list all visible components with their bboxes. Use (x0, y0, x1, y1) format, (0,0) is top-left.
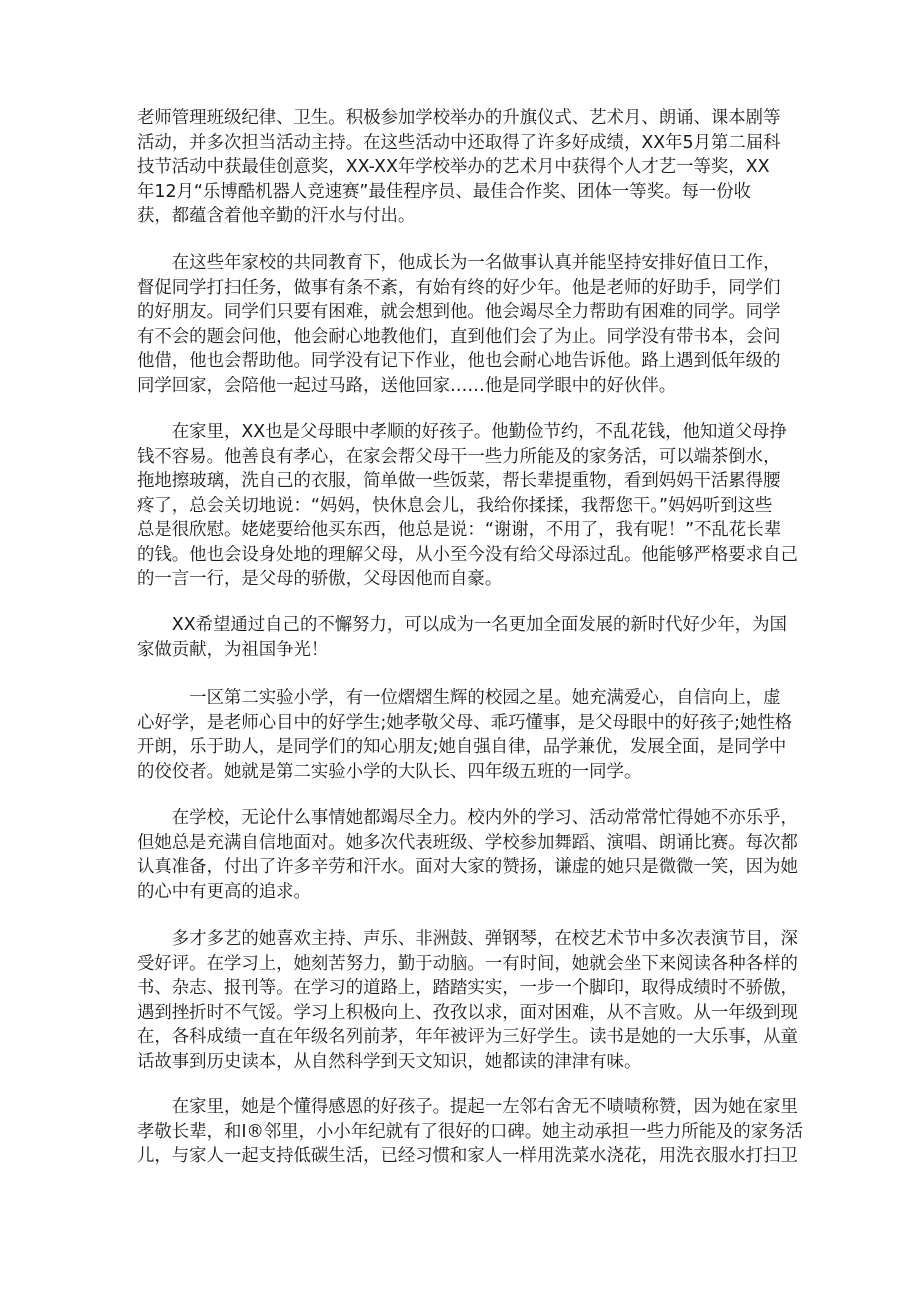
text-line: 他借，他也会帮助他。同学没有记下作业，他也会耐心地告诉他。路上遇到低年级的 (137, 351, 781, 371)
text-line: 的钱。他也会设身处地的理解父母，从小至今没有给父母添过乱。他能够严格要求自己 (137, 544, 798, 565)
text-line: 儿，与家人一起支持低碳生活，已经习惯和家人一样用洗菜水浇花，用洗衣服水打扫卫 (137, 1146, 798, 1166)
text-line: 遇到挫折时不气馁。学习上积极向上、孜孜以求，面对困难，从不言败。从一年级到现 (137, 1002, 798, 1023)
text-line: 同学回家，会陪他一起过马路，送他回家……他是同学眼中的好伙伴。 (137, 375, 677, 396)
text-line: 的心中有更高的追求。 (137, 881, 311, 902)
text-line: 技节活动中获最佳创意奖，XX-XX年学校举办的艺术月中获得个人才艺一等奖，XX (137, 157, 770, 177)
text-line: 有不会的题会问他，他会耐心地教他们，直到他们会了为止。同学没有带书本，会问 (137, 326, 781, 347)
paragraph-aspiration (137, 613, 787, 662)
text-line: 在家里，XX也是父母眼中孝顺的好孩子。他勤俭节约，不乱花钱，他知道父母挣 (137, 422, 787, 442)
text-line: 受好评。在学习上，她刻苦努力，勤于动脑。一有时间，她就会坐下来阅读各种各样的 (137, 953, 798, 974)
text-line: 疼了，总会关切地说：“妈妈，快休息会儿，我给你揉揉，我帮您干。”妈妈听到这些 (137, 495, 773, 516)
text-line: 在这些年家校的共同教育下，他成长为一名做事认真并能坚持安排好值日工作， (137, 253, 781, 273)
text-line: 家做贡献，为祖国争光！ (137, 639, 329, 660)
paragraph-at-home (137, 1095, 803, 1169)
text-line: 心好学，是老师心目中的好学生;她孝敬父母、乖巧懂事，是父母眼中的好孩子;她性格 (137, 712, 793, 733)
text-line: 一区第二实验小学，有一位熠熠生辉的校园之星。她充满爱心，自信向上，虚 (137, 688, 781, 708)
text-line: 督促同学打扫任务，做事有条不紊，有始有终的好少年。他是老师的好助手，同学们 (137, 277, 781, 298)
text-line: 年12月“乐博酷机器人竞速赛”最佳程序员、最佳合作奖、团体一等奖。每一份收 (137, 181, 752, 202)
text-line: 认真准备，付出了许多辛劳和汗水。面对大家的赞扬，谦虚的她只是微微一笑，因为她 (137, 857, 798, 877)
text-line: 活动，并多次担当活动主持。在这些活动中还取得了许多好成绩，XX年5月第二届科 (137, 132, 781, 153)
text-line: 钱不容易。他善良有孝心，在家会帮父母干一些力所能及的家务活，可以端茶倒水， (137, 446, 781, 467)
text-line: 话故事到历史读本，从自然科学到天文知识，她都读的津津有味。 (137, 1051, 642, 1072)
text-line: XX希望通过自己的不懈努力，可以成为一名更加全面发展的新时代好少年，为国 (137, 615, 787, 635)
paragraph-school-activities (137, 106, 781, 229)
text-line: 开朗，乐于助人，是同学们的知心朋友;她自强自律，品学兼优，发展全面，是同学中 (137, 737, 787, 757)
text-line: 书、杂志、报刊等。在学习的道路上，踏踏实实，一步一个脚印，取得成绩时不骄傲， (137, 978, 798, 998)
text-line: 在学校，无论什么事情她都竭尽全力。校内外的学习、活动常常忙得她不亦乐乎， (137, 808, 798, 828)
text-line: 孝敬长辈，和I®邻里，小小年纪就有了很好的口碑。她主动承担一些力所能及的家务活 (137, 1121, 803, 1142)
text-line: 但她总是充满自信地面对。她多次代表班级、学校参加舞蹈、演唱、朗诵比赛。每次都 (137, 832, 798, 853)
paragraph-good-classmate (137, 251, 780, 398)
text-line: 拖地擦玻璃，洗自己的衣服，简单做一些饭菜，帮长辈提重物，看到妈妈干活累得腰 (137, 471, 781, 491)
text-line: 总是很欣慰。姥姥要给他买东西，他总是说：“谢谢，不用了，我有呢！”不乱花长辈 (137, 520, 782, 540)
text-line: 在家里，她是个懂得感恩的好孩子。提起一左邻右舍无不啧啧称赞，因为她在家里 (137, 1097, 798, 1117)
paragraph-campus-star (137, 686, 792, 784)
text-line: 的好朋友。同学们只要有困难，就会想到他。他会竭尽全力帮助有困难的同学。同学 (137, 302, 781, 322)
text-line: 多才多艺的她喜欢主持、声乐、非洲鼓、弹钢琴，在校艺术节中多次表演节目，深 (137, 929, 798, 949)
paragraph-talents-and-study (137, 927, 798, 1074)
text-line: 的佼佼者。她就是第二实验小学的大队长、四年级五班的一同学。 (137, 761, 642, 782)
text-line: 老师管理班级纪律、卫生。积极参加学校举办的升旗仪式、艺术月、朗诵、课本剧等 (137, 108, 781, 128)
text-line: 获，都蕴含着他辛勤的汗水与付出。 (137, 206, 416, 226)
paragraph-filial-child (137, 420, 798, 592)
paragraph-at-school (137, 806, 798, 904)
text-line: 在，各科成绩一直在年级名列前茅，年年被评为三好学生。读书是她的一大乐事，从童 (137, 1027, 798, 1047)
text-line: 的一言一行，是父母的骄傲，父母因他而自豪。 (137, 569, 503, 589)
